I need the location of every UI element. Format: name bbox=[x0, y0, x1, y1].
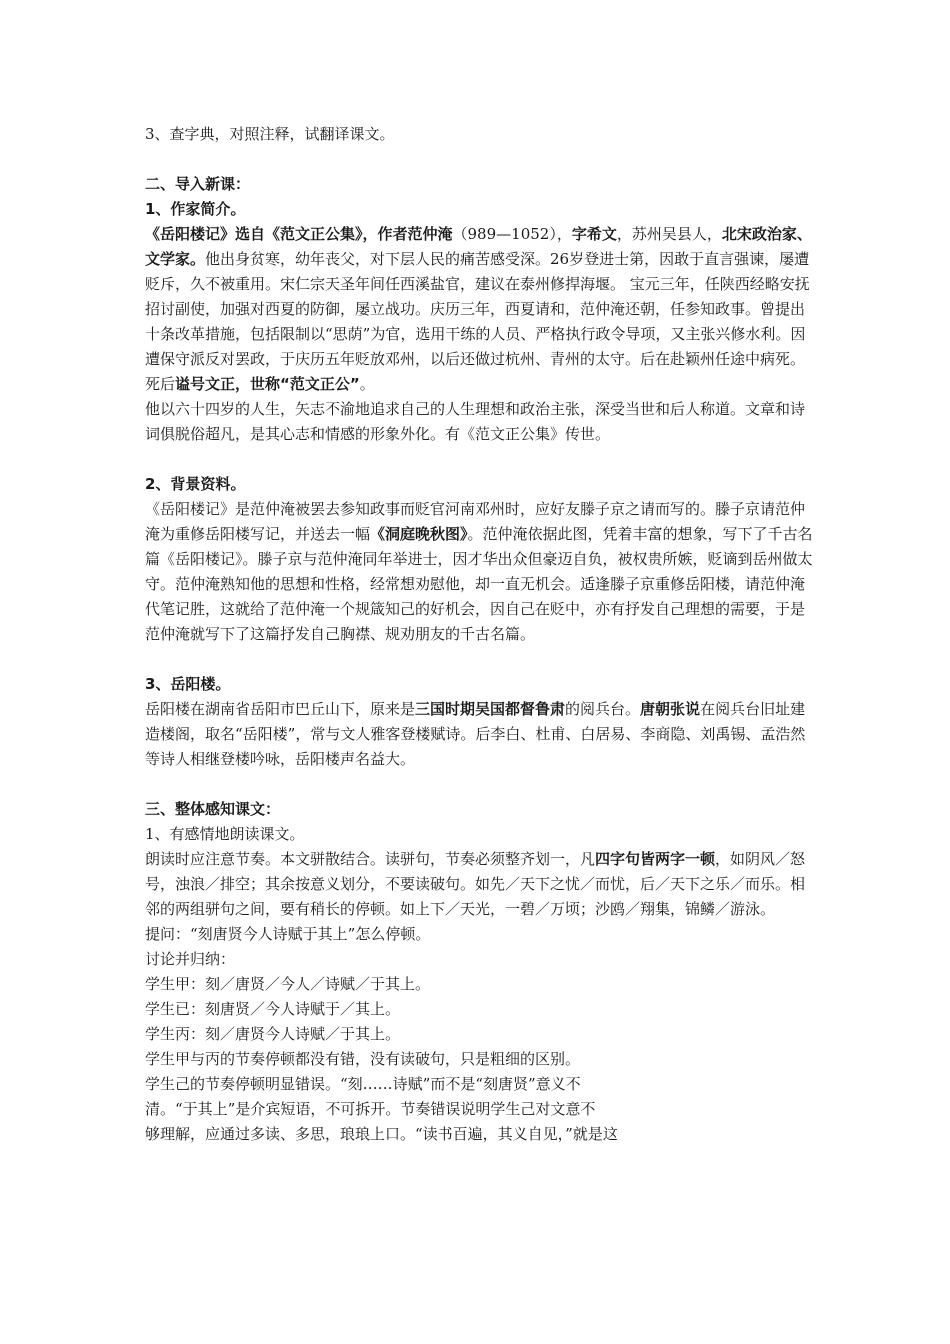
yy-bold-1: 三国时期吴国都督鲁肃 bbox=[415, 700, 566, 718]
bg-text-1: 《岳阳楼记》是范仲淹被罢去参知政事而贬官河南邓州时，应好友滕子京之请而写的。滕子京请范仲淹为重修岳阳楼写记，并送去一幅 bbox=[145, 500, 806, 543]
tower-paragraph bbox=[145, 697, 815, 772]
rhythm-paragraph bbox=[145, 847, 815, 922]
rd-text-1: 朗读时应注意节奏。本文骈散结合。读骈句，节奏必须整齐划一，凡 bbox=[145, 850, 596, 868]
yy-text-2: 的阅兵台。 bbox=[565, 700, 641, 718]
author-summary-paragraph: 他以六十四岁的人生，矢志不渝地追求自己的人生理想和政治主张，深受当世和后人称道。文章和诗词俱脱俗超凡，是其心志和情感的形象外化。有《范文正公集》传世。 bbox=[145, 400, 806, 443]
bio-bold-4: 谥号文正，世称“范文正公” bbox=[175, 375, 360, 393]
yy-text-3: 在阅兵台旧址建造楼阁，取名“岳阳楼”，常与文人雅客登楼赋诗。后李白、杜甫、白居易、李商隐、刘禹锡、孟浩然等诗人相继登楼吟咏，岳阳楼声名益大。 bbox=[145, 700, 806, 768]
bio-text-3: 。 bbox=[359, 375, 375, 393]
bio-text-2: 他出身贫寒，幼年丧父，对下层人民的痛苦感受深。26岁登进士第，因敢于直言强谏，屡遭贬斥，久不被重用。宋仁宗天圣年间任西溪盐官，建议在泰州修捍海堰。 宝元三年，任陕西经略安抚招讨副使，加强对西夏的防御，屡立战功。庆历三年，西夏请和，范仲淹还朝，任参知政事。曾提出十条改革措施，包括限制以“思荫”为官，选用干练的人员、严格执行政令导项，又主张兴修水利。因遭保守派反对罢政，于庆历五年贬放邓州，以后还做过杭州、青州的太守。后在赴颖州任途中病死。死后 bbox=[145, 250, 810, 393]
background-paragraph bbox=[145, 497, 815, 647]
bio-bold-1: 《岳阳楼记》选自《范文正公集》，作者范仲淹 bbox=[145, 225, 453, 243]
document-page bbox=[145, 122, 815, 1147]
author-bio-paragraph bbox=[145, 222, 815, 397]
conclusion-line-3: 清。“于其上”是介宾短语，不可拆开。节奏错误说明学生己对文意不 bbox=[145, 1100, 596, 1118]
task-line: 3、查字典，对照注释，试翻译课文。 bbox=[145, 125, 395, 143]
rd-bold-1: 四字句皆两字一顿 bbox=[595, 850, 716, 868]
student-c-line: 学生丙：刻／唐贤今人诗赋／于其上。 bbox=[145, 1025, 401, 1043]
rd-text-2: ，如阴风／怒号，浊浪／排空；其余按意义划分，不要读破句。如先／天下之忧／而忧，后／天下之乐／而乐。相邻的两组骈句之间，要有稍长的停顿。如上下／天光，一碧／万顷；沙鸥／翔集，锦鳞／游泳。 bbox=[145, 850, 806, 918]
conclusion-line-1: 学生甲与丙的节奏停顿都没有错，没有读破句，只是粗细的区别。 bbox=[145, 1050, 581, 1068]
yy-text-1: 岳阳楼在湖南省岳阳市巴丘山下，原来是 bbox=[145, 700, 416, 718]
bg-bold-1: 《洞庭晚秋图》 bbox=[370, 525, 468, 543]
student-ji-line: 学生已：刻唐贤／今人诗赋于／其上。 bbox=[145, 1000, 401, 1018]
subheading-author: 1、作家简介。 bbox=[145, 200, 246, 218]
bg-text-2: 。范仲淹依据此图，凭着丰富的想象，写下了千古名篇《岳阳楼记》。滕子京与范仲淹同年举进士，因才华出众但豪迈自负，被权贵所嫉，贬谪到岳州做太守。范仲淹熟知他的思想和性格，经常想劝慰他，却一直无机会。适逢滕子京重修岳阳楼，请范仲淹代笔记胜，这就给了范仲淹一个规箴知己的好机会，因自己在贬中，亦有抒发自己理想的需要，于是范仲淹就写下了这篇抒发自己胸襟、规劝朋友的千古名篇。 bbox=[145, 525, 813, 643]
conclusion-line-2: 学生己的节奏停顿明显错误。“刻……诗赋”而不是“刻唐贤”意义不 bbox=[145, 1075, 581, 1093]
reading-task: 1、有感情地朗读课文。 bbox=[145, 825, 305, 843]
subheading-background: 2、背景资料。 bbox=[145, 475, 246, 493]
conclusion-line-4: 够理解，应通过多读、多思，琅琅上口。“读书百遍，其义自见，”就是这 bbox=[145, 1125, 618, 1143]
bio-years: （989—1052）， bbox=[452, 225, 572, 243]
section-heading-intro: 二、导入新课： bbox=[145, 175, 251, 193]
bio-bold-3: 北宋政治家、文学家。 bbox=[145, 225, 812, 268]
yy-bold-2: 唐朝张说 bbox=[640, 700, 701, 718]
student-a-line: 学生甲：刻／唐贤／今人／诗赋／于其上。 bbox=[145, 975, 431, 993]
bio-bold-2: 字希文 bbox=[571, 225, 617, 243]
section-heading-overview: 三、整体感知课文： bbox=[145, 800, 281, 818]
bio-text-1: ，苏州吴县人， bbox=[616, 225, 722, 243]
subheading-tower: 3、岳阳楼。 bbox=[145, 675, 231, 693]
discussion-line: 讨论并归纳： bbox=[145, 950, 236, 968]
question-line: 提问：“刻唐贤今人诗赋于其上”怎么停顿。 bbox=[145, 925, 431, 943]
